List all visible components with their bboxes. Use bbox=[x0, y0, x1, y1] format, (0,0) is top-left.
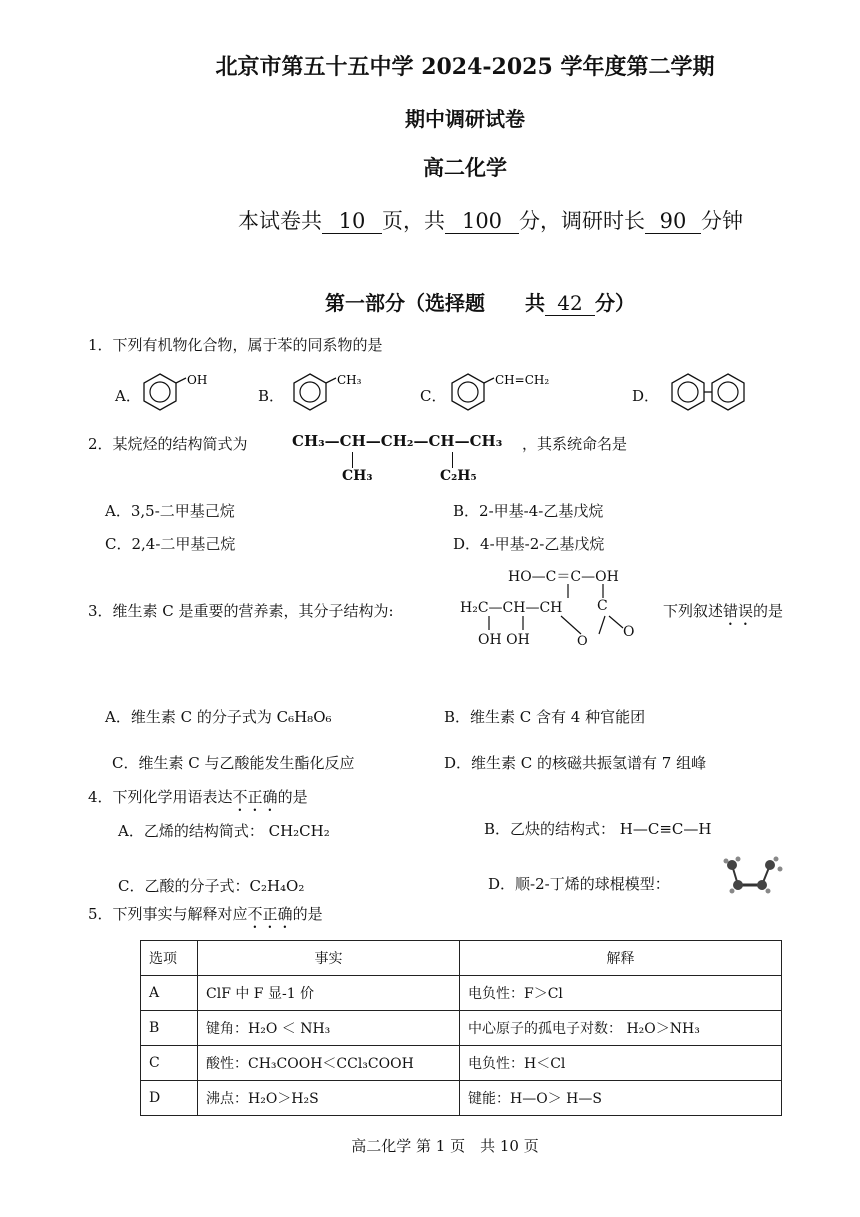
section-score: 42 bbox=[545, 291, 595, 316]
question-2-stem-post: ，其系统命名是 bbox=[522, 435, 628, 453]
table-cell: D bbox=[141, 1081, 198, 1116]
q3-mol-mid: H₂C—CH—CH bbox=[460, 600, 563, 616]
q2-branch-bond-2 bbox=[452, 452, 453, 468]
q1-option-c-structure bbox=[448, 370, 568, 414]
q3-option-c: C．维生素 C 与乙酸能发生酯化反应 bbox=[112, 754, 355, 772]
question-3-stem-post: 下列叙述错误的是 bbox=[663, 602, 784, 620]
q4-ball-stick-model bbox=[718, 855, 788, 895]
table-cell: 沸点：H₂O＞H₂S bbox=[198, 1081, 460, 1116]
exam-info: 本试卷共 10 页，共 100 分，调研时长 90 分钟 bbox=[238, 209, 743, 233]
q3-option-b: B．维生素 C 含有 4 种官能团 bbox=[444, 708, 646, 726]
subject-title: 高二化学 bbox=[423, 155, 507, 180]
q4-option-c: C．乙酸的分子式：C₂H₄O₂ bbox=[118, 877, 305, 895]
q3-mol-ring-o: O bbox=[577, 634, 588, 649]
q1-option-b-structure bbox=[290, 370, 380, 414]
table-row bbox=[141, 976, 782, 1011]
question-5-stem: 5．下列事实与解释对应不正确的是 bbox=[88, 905, 323, 923]
page-footer: 高二化学 第 1 页 共 10 页 bbox=[351, 1137, 539, 1155]
section-title: 第一部分（选择题 共 42 分） bbox=[325, 291, 635, 315]
q1-option-a-structure bbox=[140, 370, 220, 414]
table-cell: A bbox=[141, 976, 198, 1011]
q4-option-b: B．乙炔的结构式： H—C≡C—H bbox=[484, 820, 712, 838]
q1-option-d-label: D． bbox=[632, 387, 660, 405]
q2-option-b: B．2-甲基-4-乙基戊烷 bbox=[453, 502, 604, 520]
table-cell: 电负性：H＜Cl bbox=[460, 1046, 782, 1081]
table-cell: 酸性：CH₃COOH＜CCl₃COOH bbox=[198, 1046, 460, 1081]
q3-option-a: A．维生素 C 的分子式为 C₆H₈O₆ bbox=[105, 708, 332, 726]
table-cell: 键能：H—O＞ H—S bbox=[460, 1081, 782, 1116]
table-cell: ClF 中 F 显-1 价 bbox=[198, 976, 460, 1011]
table-header: 解释 bbox=[460, 941, 782, 976]
q2-branch-bond-1 bbox=[352, 452, 353, 468]
table-row bbox=[141, 1081, 782, 1116]
q3-mol-top: HO—C＝C—OH bbox=[508, 569, 619, 585]
table-header: 事实 bbox=[198, 941, 460, 976]
q2-option-c: C．2,4-二甲基己烷 bbox=[105, 535, 236, 553]
total-score: 100 bbox=[445, 209, 519, 234]
time-limit: 90 bbox=[645, 209, 701, 234]
question-2-stem-pre: 2．某烷烃的结构简式为 bbox=[88, 435, 248, 453]
question-3-stem-pre: 3．维生素 C 是重要的营养素，其分子结构为: bbox=[88, 602, 394, 620]
q1-option-b-label: B． bbox=[258, 387, 285, 405]
q2-option-a: A．3,5-二甲基己烷 bbox=[105, 502, 235, 520]
question-1-stem: 1．下列有机物化合物，属于苯的同系物的是 bbox=[88, 336, 383, 354]
q4-option-a: A．乙烯的结构简式： CH₂CH₂ bbox=[118, 822, 330, 840]
q2-main-chain: CH₃—CH—CH₂—CH—CH₃ bbox=[292, 432, 503, 450]
table-row bbox=[141, 1011, 782, 1046]
table-cell: 键角：H₂O ＜ NH₃ bbox=[198, 1011, 460, 1046]
q1-option-d-biphenyl bbox=[668, 370, 752, 414]
table-cell: C bbox=[141, 1046, 198, 1081]
page-count: 10 bbox=[322, 209, 382, 234]
question-4-stem: 4．下列化学用语表达不正确的是 bbox=[88, 788, 308, 806]
q3-option-d: D．维生素 C 的核磁共振氢谱有 7 组峰 bbox=[444, 754, 707, 772]
table-header: 选项 bbox=[141, 941, 198, 976]
q5-table bbox=[140, 940, 782, 1116]
q1-c-substituent: CH=CH₂ bbox=[495, 373, 550, 387]
table-cell: B bbox=[141, 1011, 198, 1046]
q2-branch-1: CH₃ bbox=[342, 468, 373, 484]
q3-mol-bottom: OH OH bbox=[478, 632, 530, 648]
table-row bbox=[141, 1046, 782, 1081]
table-cell: 电负性：F＞Cl bbox=[460, 976, 782, 1011]
q4-option-d: D．顺-2-丁烯的球棍模型： bbox=[488, 875, 670, 893]
q1-option-a-label: A． bbox=[115, 387, 141, 405]
q1-a-substituent: OH bbox=[187, 373, 208, 387]
q1-option-c-label: C． bbox=[420, 387, 447, 405]
school-title: 北京市第五十五中学 2024-2025 学年度第二学期 bbox=[215, 54, 715, 80]
q2-option-d: D．4-甲基-2-乙基戊烷 bbox=[453, 535, 605, 553]
exam-name: 期中调研试卷 bbox=[405, 107, 525, 131]
table-header-row bbox=[141, 941, 782, 976]
q3-mol-carbonyl-o: O bbox=[623, 624, 635, 640]
table-cell: 中心原子的孤电子对数： H₂O＞NH₃ bbox=[460, 1011, 782, 1046]
q1-b-substituent: CH₃ bbox=[337, 373, 362, 387]
q3-mol-carbonyl-c: C bbox=[597, 598, 608, 614]
q2-branch-2: C₂H₅ bbox=[440, 468, 477, 484]
